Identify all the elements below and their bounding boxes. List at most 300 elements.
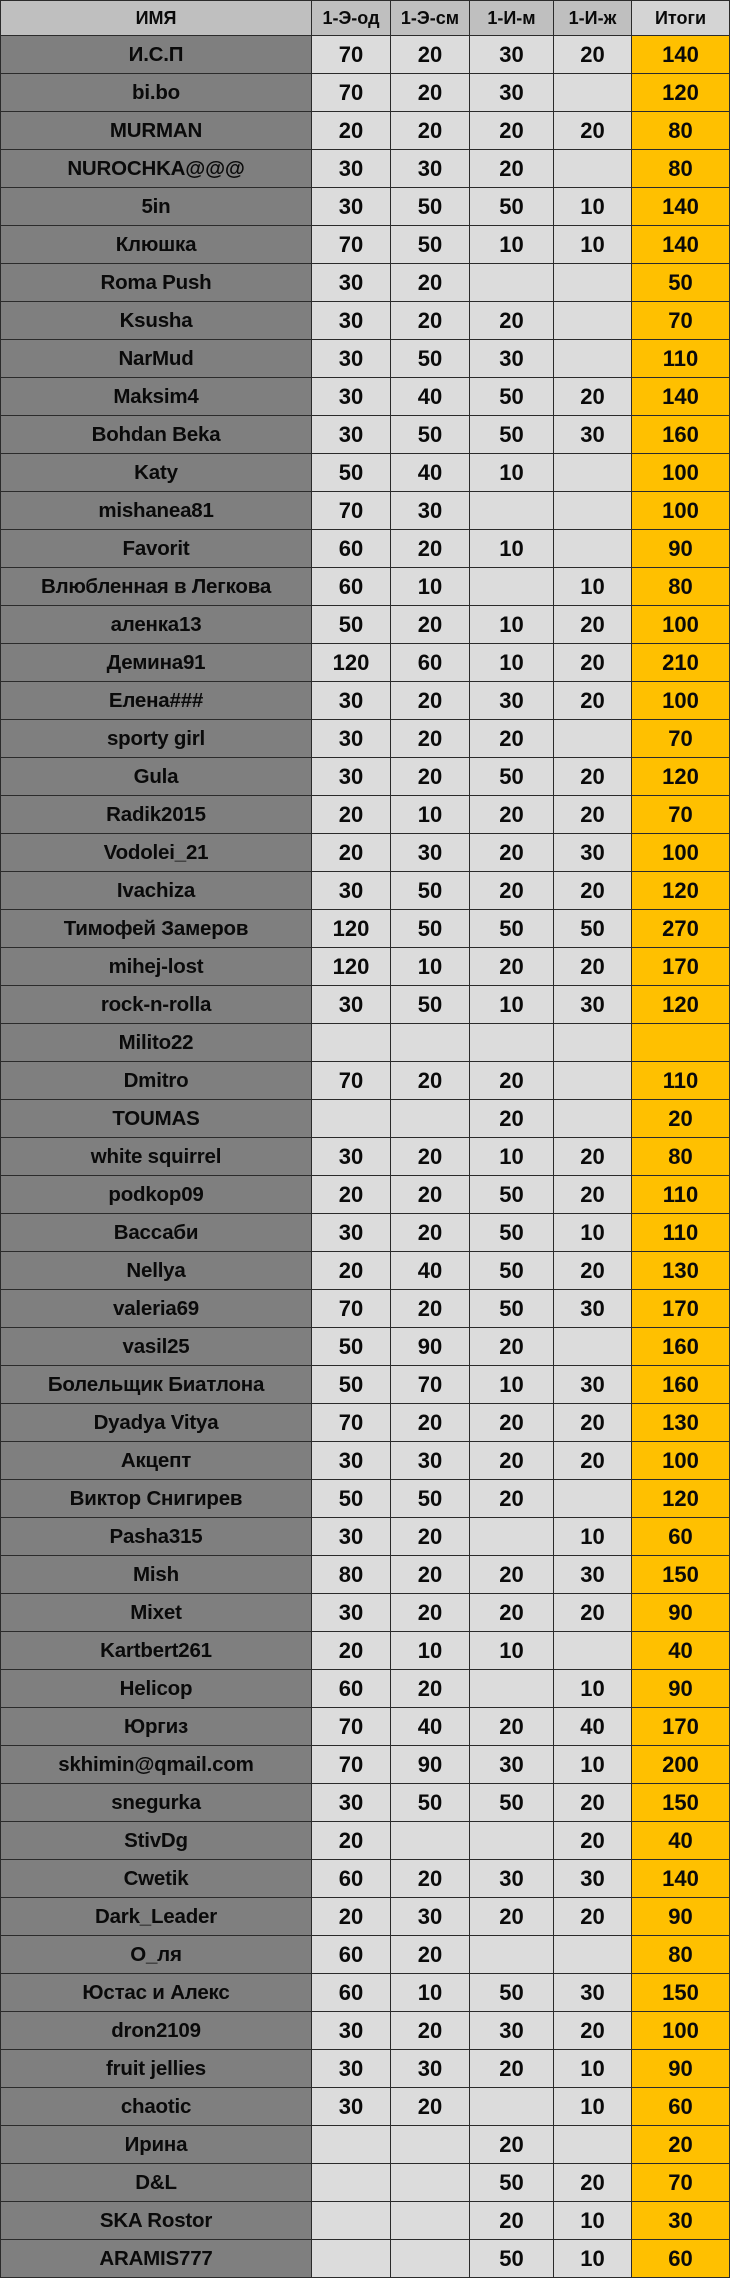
cell-col-2: 20 <box>391 1062 470 1100</box>
table-row <box>1 1898 730 1936</box>
cell-name: Helicop <box>1 1670 312 1708</box>
cell-col-4 <box>554 492 632 530</box>
cell-name: Katy <box>1 454 312 492</box>
cell-col-1: 50 <box>312 454 391 492</box>
cell-col-3 <box>470 264 554 302</box>
cell-col-2: 20 <box>391 264 470 302</box>
cell-name: mihej-lost <box>1 948 312 986</box>
cell-total: 100 <box>632 682 730 720</box>
table-row <box>1 2126 730 2164</box>
cell-col-3: 50 <box>470 1974 554 2012</box>
cell-col-2: 90 <box>391 1328 470 1366</box>
table-row <box>1 74 730 112</box>
cell-col-2: 20 <box>391 1860 470 1898</box>
cell-total: 170 <box>632 1290 730 1328</box>
cell-col-4: 10 <box>554 2088 632 2126</box>
cell-col-1: 20 <box>312 834 391 872</box>
cell-col-3: 20 <box>470 720 554 758</box>
cell-col-4 <box>554 150 632 188</box>
cell-name: Mixet <box>1 1594 312 1632</box>
cell-col-4: 20 <box>554 1176 632 1214</box>
cell-col-4: 20 <box>554 796 632 834</box>
cell-col-1: 60 <box>312 1936 391 1974</box>
cell-col-2 <box>391 2164 470 2202</box>
header-row <box>1 1 730 36</box>
table-row <box>1 758 730 796</box>
cell-col-2: 10 <box>391 948 470 986</box>
table-row <box>1 340 730 378</box>
table-row <box>1 302 730 340</box>
cell-col-3: 20 <box>470 1442 554 1480</box>
cell-col-2: 20 <box>391 1176 470 1214</box>
cell-col-4: 10 <box>554 1518 632 1556</box>
table-row <box>1 1556 730 1594</box>
table-row <box>1 2240 730 2278</box>
cell-col-2: 50 <box>391 986 470 1024</box>
cell-col-4 <box>554 1936 632 1974</box>
cell-col-1: 70 <box>312 1746 391 1784</box>
cell-col-2: 20 <box>391 112 470 150</box>
cell-col-4: 30 <box>554 834 632 872</box>
cell-name: skhimin@qmail.com <box>1 1746 312 1784</box>
cell-col-2 <box>391 1024 470 1062</box>
cell-col-3: 20 <box>470 150 554 188</box>
cell-col-2: 20 <box>391 606 470 644</box>
cell-col-1: 60 <box>312 568 391 606</box>
cell-col-2: 30 <box>391 1898 470 1936</box>
cell-col-3 <box>470 492 554 530</box>
cell-col-4: 20 <box>554 872 632 910</box>
cell-col-4 <box>554 74 632 112</box>
cell-col-2 <box>391 2202 470 2240</box>
cell-total <box>632 1024 730 1062</box>
cell-col-1: 30 <box>312 1594 391 1632</box>
cell-col-3: 20 <box>470 1594 554 1632</box>
header-col-2: 1-Э-см <box>391 1 470 36</box>
cell-col-2: 20 <box>391 1290 470 1328</box>
cell-col-1: 30 <box>312 302 391 340</box>
cell-col-4: 20 <box>554 378 632 416</box>
cell-name: Юстас и Алекс <box>1 1974 312 2012</box>
cell-col-4 <box>554 1024 632 1062</box>
cell-total: 70 <box>632 796 730 834</box>
cell-total: 100 <box>632 834 730 872</box>
cell-name: rock-n-rolla <box>1 986 312 1024</box>
cell-col-1: 30 <box>312 2012 391 2050</box>
cell-total: 270 <box>632 910 730 948</box>
cell-name: И.С.П <box>1 36 312 74</box>
cell-col-4: 20 <box>554 1252 632 1290</box>
cell-total: 30 <box>632 2202 730 2240</box>
cell-col-3: 50 <box>470 1176 554 1214</box>
cell-col-1: 70 <box>312 1708 391 1746</box>
cell-col-3: 20 <box>470 2050 554 2088</box>
cell-name: StivDg <box>1 1822 312 1860</box>
cell-col-1: 50 <box>312 606 391 644</box>
cell-col-3: 20 <box>470 1328 554 1366</box>
cell-col-3: 50 <box>470 378 554 416</box>
cell-total: 210 <box>632 644 730 682</box>
cell-col-4: 50 <box>554 910 632 948</box>
cell-col-2: 50 <box>391 340 470 378</box>
cell-col-3: 50 <box>470 1252 554 1290</box>
cell-col-4: 10 <box>554 1670 632 1708</box>
table-row <box>1 986 730 1024</box>
cell-name: ARAMIS777 <box>1 2240 312 2278</box>
cell-col-2 <box>391 2240 470 2278</box>
cell-col-4: 30 <box>554 986 632 1024</box>
cell-name: Dmitro <box>1 1062 312 1100</box>
table-row <box>1 606 730 644</box>
cell-total: 100 <box>632 606 730 644</box>
cell-col-3: 10 <box>470 226 554 264</box>
cell-col-2: 10 <box>391 568 470 606</box>
cell-name: dron2109 <box>1 2012 312 2050</box>
table-row <box>1 644 730 682</box>
cell-col-2: 30 <box>391 2050 470 2088</box>
cell-col-2: 10 <box>391 1974 470 2012</box>
table-row <box>1 1176 730 1214</box>
cell-name: О_ля <box>1 1936 312 1974</box>
cell-total: 150 <box>632 1974 730 2012</box>
cell-col-2: 20 <box>391 758 470 796</box>
cell-col-4 <box>554 1062 632 1100</box>
cell-col-2: 20 <box>391 2088 470 2126</box>
cell-col-2: 20 <box>391 720 470 758</box>
cell-col-4: 30 <box>554 416 632 454</box>
cell-col-1: 30 <box>312 1214 391 1252</box>
cell-total: 130 <box>632 1252 730 1290</box>
cell-total: 200 <box>632 1746 730 1784</box>
cell-col-3: 50 <box>470 2164 554 2202</box>
cell-total: 70 <box>632 302 730 340</box>
cell-col-4 <box>554 454 632 492</box>
cell-col-4: 10 <box>554 568 632 606</box>
cell-name: Влюбленная в Легкова <box>1 568 312 606</box>
cell-col-3: 50 <box>470 758 554 796</box>
table-row <box>1 682 730 720</box>
table-row <box>1 1708 730 1746</box>
cell-col-4 <box>554 340 632 378</box>
cell-col-3: 30 <box>470 340 554 378</box>
cell-col-1: 20 <box>312 1252 391 1290</box>
cell-col-2: 20 <box>391 530 470 568</box>
cell-total: 70 <box>632 720 730 758</box>
table-row <box>1 2050 730 2088</box>
cell-col-3: 10 <box>470 1366 554 1404</box>
cell-name: Акцепт <box>1 1442 312 1480</box>
table-row <box>1 264 730 302</box>
cell-col-2: 20 <box>391 1556 470 1594</box>
cell-col-1: 20 <box>312 1176 391 1214</box>
table-row <box>1 1100 730 1138</box>
cell-col-1: 30 <box>312 1784 391 1822</box>
cell-col-1: 20 <box>312 1822 391 1860</box>
cell-col-2: 20 <box>391 2012 470 2050</box>
cell-total: 40 <box>632 1822 730 1860</box>
cell-col-1: 30 <box>312 416 391 454</box>
cell-total: 80 <box>632 1138 730 1176</box>
table-row <box>1 1822 730 1860</box>
cell-total: 80 <box>632 568 730 606</box>
cell-name: Pasha315 <box>1 1518 312 1556</box>
table-row <box>1 1024 730 1062</box>
cell-total: 90 <box>632 2050 730 2088</box>
cell-total: 100 <box>632 1442 730 1480</box>
table-row <box>1 2088 730 2126</box>
cell-col-3: 10 <box>470 986 554 1024</box>
cell-col-3: 50 <box>470 1214 554 1252</box>
header-col-4: 1-И-ж <box>554 1 632 36</box>
cell-total: 140 <box>632 36 730 74</box>
cell-name: Roma Push <box>1 264 312 302</box>
table-row <box>1 1366 730 1404</box>
table-row <box>1 1974 730 2012</box>
cell-col-3: 10 <box>470 530 554 568</box>
cell-name: Milito22 <box>1 1024 312 1062</box>
table-row <box>1 796 730 834</box>
cell-col-2: 40 <box>391 1252 470 1290</box>
cell-col-3: 10 <box>470 454 554 492</box>
cell-col-3: 30 <box>470 74 554 112</box>
cell-name: Ksusha <box>1 302 312 340</box>
cell-col-4: 20 <box>554 1404 632 1442</box>
cell-col-3: 50 <box>470 188 554 226</box>
cell-name: MURMAN <box>1 112 312 150</box>
table-row <box>1 834 730 872</box>
cell-name: bi.bo <box>1 74 312 112</box>
cell-col-1: 70 <box>312 1062 391 1100</box>
cell-col-3: 30 <box>470 1860 554 1898</box>
table-row <box>1 720 730 758</box>
cell-total: 50 <box>632 264 730 302</box>
cell-col-3: 20 <box>470 112 554 150</box>
cell-col-4 <box>554 1632 632 1670</box>
cell-name: NarMud <box>1 340 312 378</box>
cell-col-1: 20 <box>312 796 391 834</box>
table-row <box>1 36 730 74</box>
cell-col-1: 60 <box>312 1670 391 1708</box>
cell-col-4 <box>554 302 632 340</box>
cell-col-4: 20 <box>554 644 632 682</box>
cell-col-4: 20 <box>554 36 632 74</box>
cell-col-3: 20 <box>470 302 554 340</box>
table-row <box>1 1936 730 1974</box>
cell-col-4: 10 <box>554 2240 632 2278</box>
cell-name: Болельщик Биатлона <box>1 1366 312 1404</box>
cell-name: 5in <box>1 188 312 226</box>
table-row <box>1 2164 730 2202</box>
table-row <box>1 1480 730 1518</box>
cell-total: 80 <box>632 112 730 150</box>
cell-col-1: 70 <box>312 36 391 74</box>
cell-col-4: 20 <box>554 1822 632 1860</box>
cell-col-3: 20 <box>470 1062 554 1100</box>
cell-col-3 <box>470 1024 554 1062</box>
cell-name: TOUMAS <box>1 1100 312 1138</box>
table-row <box>1 2202 730 2240</box>
cell-name: Bohdan Beka <box>1 416 312 454</box>
cell-col-2: 20 <box>391 1404 470 1442</box>
cell-col-1: 30 <box>312 2050 391 2088</box>
cell-col-3: 30 <box>470 682 554 720</box>
cell-col-1: 70 <box>312 492 391 530</box>
cell-total: 130 <box>632 1404 730 1442</box>
cell-name: Тимофей Замеров <box>1 910 312 948</box>
cell-col-3: 30 <box>470 2012 554 2050</box>
cell-name: Вассаби <box>1 1214 312 1252</box>
cell-col-3: 20 <box>470 2126 554 2164</box>
cell-col-2: 50 <box>391 872 470 910</box>
cell-name: Radik2015 <box>1 796 312 834</box>
table-row <box>1 150 730 188</box>
cell-col-1: 120 <box>312 910 391 948</box>
cell-col-4 <box>554 2126 632 2164</box>
cell-col-1 <box>312 1024 391 1062</box>
cell-col-1: 30 <box>312 1442 391 1480</box>
table-row <box>1 910 730 948</box>
cell-name: Nellya <box>1 1252 312 1290</box>
cell-col-4: 30 <box>554 1860 632 1898</box>
cell-col-2: 20 <box>391 682 470 720</box>
cell-col-4: 30 <box>554 1366 632 1404</box>
cell-total: 90 <box>632 530 730 568</box>
table-body <box>1 36 730 2278</box>
cell-col-1: 30 <box>312 150 391 188</box>
cell-col-2: 50 <box>391 188 470 226</box>
cell-col-1: 20 <box>312 112 391 150</box>
cell-col-4 <box>554 1328 632 1366</box>
cell-col-4 <box>554 1480 632 1518</box>
table-row <box>1 530 730 568</box>
cell-col-4: 40 <box>554 1708 632 1746</box>
cell-col-4: 10 <box>554 1746 632 1784</box>
table-row <box>1 1670 730 1708</box>
cell-col-4: 20 <box>554 112 632 150</box>
cell-name: Dyadya Vitya <box>1 1404 312 1442</box>
cell-total: 140 <box>632 226 730 264</box>
cell-col-2: 30 <box>391 1442 470 1480</box>
cell-total: 160 <box>632 1366 730 1404</box>
cell-col-3 <box>470 1936 554 1974</box>
cell-col-1: 70 <box>312 74 391 112</box>
cell-col-3: 30 <box>470 36 554 74</box>
cell-col-2: 50 <box>391 1784 470 1822</box>
cell-total: 40 <box>632 1632 730 1670</box>
cell-name: Елена### <box>1 682 312 720</box>
cell-col-1: 30 <box>312 2088 391 2126</box>
table-row <box>1 1404 730 1442</box>
cell-total: 60 <box>632 2240 730 2278</box>
cell-total: 110 <box>632 1214 730 1252</box>
cell-col-4: 20 <box>554 1442 632 1480</box>
cell-col-3: 50 <box>470 1290 554 1328</box>
cell-total: 140 <box>632 188 730 226</box>
table-header <box>1 1 730 36</box>
cell-col-1: 50 <box>312 1480 391 1518</box>
cell-col-4: 20 <box>554 606 632 644</box>
cell-col-4: 20 <box>554 2164 632 2202</box>
cell-col-4: 30 <box>554 1556 632 1594</box>
cell-name: Клюшка <box>1 226 312 264</box>
cell-col-4 <box>554 264 632 302</box>
cell-total: 110 <box>632 1176 730 1214</box>
cell-col-1: 50 <box>312 1366 391 1404</box>
cell-col-1 <box>312 2240 391 2278</box>
cell-name: Cwetik <box>1 1860 312 1898</box>
cell-col-3: 10 <box>470 606 554 644</box>
cell-name: snegurka <box>1 1784 312 1822</box>
cell-name: chaotic <box>1 2088 312 2126</box>
cell-col-3: 20 <box>470 2202 554 2240</box>
cell-col-1: 30 <box>312 1138 391 1176</box>
cell-col-2: 30 <box>391 150 470 188</box>
cell-col-3: 50 <box>470 1784 554 1822</box>
cell-name: Vodolei_21 <box>1 834 312 872</box>
cell-col-1 <box>312 2164 391 2202</box>
cell-col-1: 20 <box>312 1632 391 1670</box>
cell-name: valeria69 <box>1 1290 312 1328</box>
cell-col-1: 70 <box>312 1290 391 1328</box>
table-row <box>1 1442 730 1480</box>
cell-col-2 <box>391 1100 470 1138</box>
cell-col-3: 20 <box>470 1898 554 1936</box>
table-row <box>1 112 730 150</box>
table-row <box>1 948 730 986</box>
table-row <box>1 492 730 530</box>
cell-total: 120 <box>632 872 730 910</box>
cell-col-1: 30 <box>312 188 391 226</box>
cell-col-4: 10 <box>554 1214 632 1252</box>
cell-col-1: 30 <box>312 986 391 1024</box>
table-row <box>1 1290 730 1328</box>
cell-col-1 <box>312 2126 391 2164</box>
table-row <box>1 454 730 492</box>
cell-total: 170 <box>632 948 730 986</box>
cell-col-2: 20 <box>391 302 470 340</box>
cell-total: 110 <box>632 1062 730 1100</box>
cell-total: 120 <box>632 986 730 1024</box>
cell-col-3: 10 <box>470 1138 554 1176</box>
cell-name: Ирина <box>1 2126 312 2164</box>
cell-total: 20 <box>632 2126 730 2164</box>
cell-col-2: 30 <box>391 492 470 530</box>
cell-name: Gula <box>1 758 312 796</box>
cell-col-1: 120 <box>312 948 391 986</box>
cell-col-3: 10 <box>470 644 554 682</box>
cell-col-1: 30 <box>312 682 391 720</box>
cell-col-4: 10 <box>554 2050 632 2088</box>
cell-col-1: 70 <box>312 226 391 264</box>
cell-name: fruit jellies <box>1 2050 312 2088</box>
cell-col-2: 50 <box>391 416 470 454</box>
cell-col-3: 50 <box>470 910 554 948</box>
cell-total: 120 <box>632 1480 730 1518</box>
cell-col-3: 20 <box>470 948 554 986</box>
cell-total: 150 <box>632 1556 730 1594</box>
cell-col-1: 30 <box>312 378 391 416</box>
cell-name: Юргиз <box>1 1708 312 1746</box>
cell-col-1: 120 <box>312 644 391 682</box>
cell-col-3: 20 <box>470 1480 554 1518</box>
cell-total: 170 <box>632 1708 730 1746</box>
table-row <box>1 416 730 454</box>
cell-col-1: 70 <box>312 1404 391 1442</box>
cell-col-4: 30 <box>554 1290 632 1328</box>
cell-total: 120 <box>632 758 730 796</box>
cell-col-3 <box>470 1670 554 1708</box>
table-row <box>1 568 730 606</box>
